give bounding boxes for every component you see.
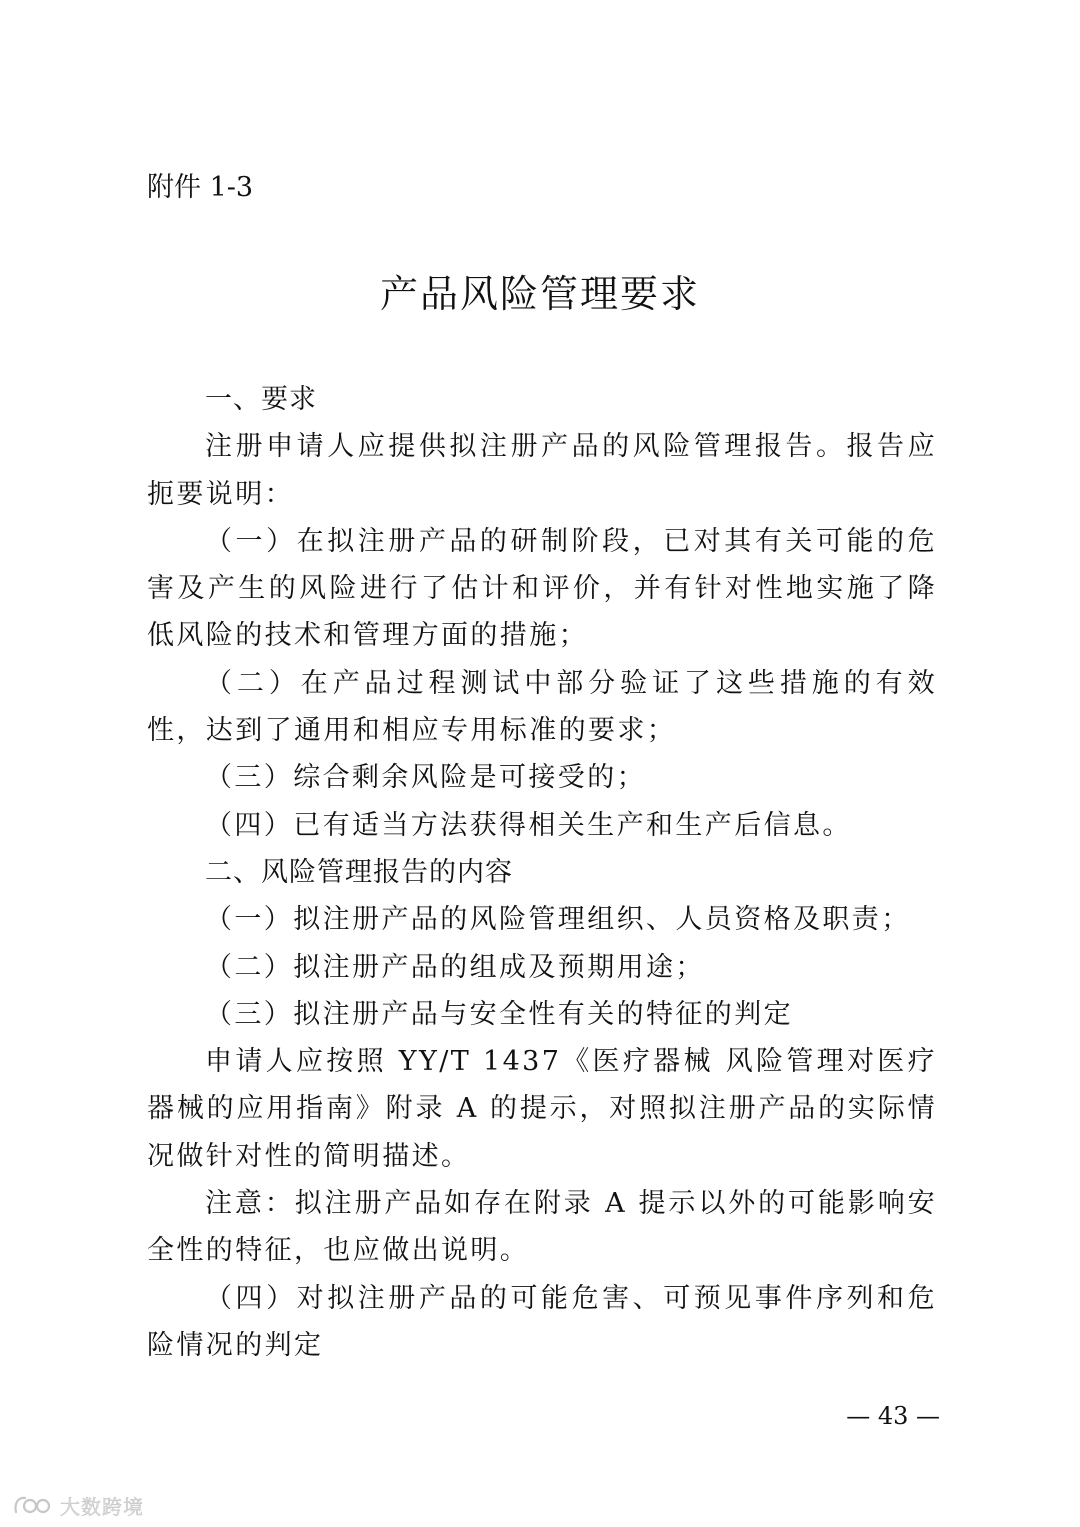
section-heading: 二、风险管理报告的内容: [205, 856, 513, 888]
paragraph: 注册申请人应提供拟注册产品的风险管理报告。报告应扼要说明：: [147, 431, 937, 510]
paragraph: （二）在产品过程测试中部分验证了这些措施的有效性，达到了通用和相应专用标准的要求；: [147, 667, 937, 747]
page-number: — 43 —: [846, 1402, 940, 1430]
paragraph: 注意：拟注册产品如存在附录 A 提示以外的可能影响安全性的特征，也应做出说明。: [147, 1188, 937, 1267]
paragraph: （四）已有适当方法获得相关生产和生产后信息。: [205, 809, 852, 841]
paragraph: （二）拟注册产品的组成及预期用途；: [205, 951, 705, 983]
paragraph: 申请人应按照 YY/T 1437《医疗器械 风险管理对医疗器械的应用指南》附录 A 的提示，对照拟注册产品的实际情况做针对性的简明描述。: [147, 1046, 937, 1172]
document-body: [147, 376, 937, 1369]
watermark-text: 大数跨境: [60, 1494, 144, 1519]
section-heading: 一、要求: [205, 384, 317, 415]
brand-logo-icon: [12, 1492, 54, 1518]
watermark: [12, 1490, 144, 1520]
paragraph: （四）对拟注册产品的可能危害、可预见事件序列和危险情况的判定: [147, 1282, 937, 1361]
paragraph: （一）拟注册产品的风险管理组织、人员资格及职责；: [205, 904, 911, 936]
attachment-label: 附件 1-3: [147, 172, 254, 203]
page-title: 产品风险管理要求: [379, 272, 700, 316]
paragraph: （三）拟注册产品与安全性有关的特征的判定: [205, 998, 793, 1030]
paragraph: （一）在拟注册产品的研制阶段，已对其有关可能的危害及产生的风险进行了估计和评价，并有针对性地实施了降低风险的技术和管理方面的措施；: [147, 525, 937, 652]
paragraph: （三）综合剩余风险是可接受的；: [205, 762, 646, 794]
